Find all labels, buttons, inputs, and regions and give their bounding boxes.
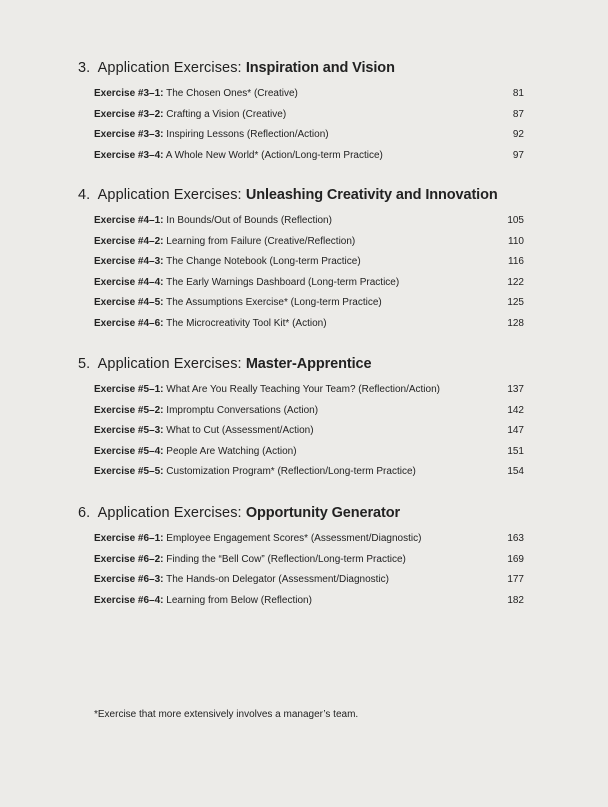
exercise-title: Inspiring Lessons (Reflection/Action) (166, 129, 329, 140)
section-prefix: Application Exercises: (97, 505, 242, 521)
exercise-code: Exercise #4–5: (94, 297, 164, 308)
section-title: Inspiration and Vision (245, 60, 395, 76)
section-3 (78, 58, 524, 166)
toc-entry (78, 146, 524, 167)
exercise-title: Learning from Failure (Creative/Reflection) (166, 235, 356, 247)
page-number: 87 (512, 108, 524, 120)
exercise-title: The Chosen Ones* (Creative) (166, 88, 298, 99)
exercise-code: Exercise #5–3: (94, 425, 164, 436)
page-number: 169 (507, 553, 524, 565)
toc-entry (78, 273, 524, 294)
toc-entry (78, 462, 524, 483)
exercise-code: Exercise #5–5: (94, 466, 164, 477)
exercise-code: Exercise #3–2: (94, 108, 164, 120)
page-number: 151 (507, 445, 524, 457)
exercise-code: Exercise #6–3: (94, 574, 164, 585)
page-number: 177 (507, 574, 524, 585)
section-title: Master-Apprentice (245, 356, 372, 372)
page-number: 81 (512, 88, 524, 99)
exercise-code: Exercise #4–2: (94, 235, 164, 247)
toc-entry (78, 550, 524, 571)
section-number: 3. (78, 60, 91, 76)
exercise-title: Finding the “Bell Cow” (Reflection/Long-term Practice) (166, 553, 406, 565)
page-number: 163 (507, 533, 524, 544)
page-number: 182 (507, 594, 524, 606)
exercise-title: The Early Warnings Dashboard (Long-term Practice) (166, 276, 400, 288)
exercise-title: In Bounds/Out of Bounds (Reflection) (166, 215, 332, 226)
exercise-title: Crafting a Vision (Creative) (166, 108, 287, 120)
section-number: 6. (78, 505, 91, 521)
page-number: 116 (508, 256, 524, 267)
exercise-code: Exercise #3–4: (94, 149, 164, 161)
exercise-code: Exercise #4–4: (94, 276, 164, 288)
toc-entry (78, 570, 524, 591)
toc-entry (78, 421, 524, 442)
section-number: 4. (78, 187, 91, 203)
toc-entry (78, 105, 524, 126)
toc-entry (78, 314, 524, 335)
exercise-title: Learning from Below (Reflection) (166, 594, 312, 606)
exercise-code: Exercise #5–2: (94, 404, 164, 416)
page-number: 122 (507, 276, 524, 288)
page-number: 97 (512, 149, 524, 161)
exercise-title: The Change Notebook (Long-term Practice) (166, 256, 361, 267)
exercise-code: Exercise #4–1: (94, 215, 164, 226)
toc-entry (78, 232, 524, 253)
toc-entry (78, 529, 524, 550)
exercise-code: Exercise #3–3: (94, 129, 164, 140)
exercise-title: Employee Engagement Scores* (Assessment/Diagnostic) (166, 533, 422, 544)
section-4 (78, 185, 524, 334)
section-title: Unleashing Creativity and Innovation (245, 187, 498, 203)
section-number: 5. (78, 356, 91, 372)
exercise-code: Exercise #5–4: (94, 445, 164, 457)
exercise-title: A Whole New World* (Action/Long-term Practice) (165, 149, 383, 161)
page-number: 125 (507, 297, 524, 308)
exercise-code: Exercise #4–3: (94, 256, 164, 267)
exercise-code: Exercise #5–1: (94, 384, 164, 395)
toc-entry (78, 293, 524, 314)
toc-entry (78, 591, 524, 612)
toc-entry (78, 125, 524, 146)
exercise-code: Exercise #6–2: (94, 553, 164, 565)
page-number: 92 (512, 129, 524, 140)
section-heading (78, 503, 524, 523)
page-number: 147 (507, 425, 524, 436)
section-prefix: Application Exercises: (97, 187, 242, 203)
section-prefix: Application Exercises: (97, 60, 242, 76)
exercise-title: What to Cut (Assessment/Action) (166, 425, 314, 436)
section-5 (78, 354, 524, 483)
exercise-title: The Microcreativity Tool Kit* (Action) (166, 317, 327, 329)
section-heading (78, 185, 524, 205)
exercise-title: Impromptu Conversations (Action) (166, 404, 319, 416)
section-heading (78, 354, 524, 374)
exercise-title: Customization Program* (Reflection/Long-term Practice) (166, 466, 416, 477)
page-number: 154 (507, 466, 524, 477)
toc-entry (78, 211, 524, 232)
section-6 (78, 503, 524, 611)
section-heading (78, 58, 524, 78)
exercise-title: What Are You Really Teaching Your Team? (Reflection/Action) (166, 384, 440, 395)
exercise-title: People Are Watching (Action) (166, 445, 297, 457)
toc-entry (78, 252, 524, 273)
page-number: 142 (507, 404, 524, 416)
exercise-code: Exercise #3–1: (94, 88, 164, 99)
exercise-code: Exercise #4–6: (94, 317, 164, 329)
footnote: *Exercise that more extensively involves a manager’s team. (94, 709, 359, 720)
section-title: Opportunity Generator (245, 505, 401, 521)
toc-entry (78, 380, 524, 401)
page-number: 105 (507, 215, 524, 226)
toc-entry (78, 442, 524, 463)
toc-entry (78, 401, 524, 422)
exercise-title: The Hands-on Delegator (Assessment/Diagnostic) (166, 574, 390, 585)
section-prefix: Application Exercises: (97, 356, 242, 372)
exercise-title: The Assumptions Exercise* (Long-term Practice) (166, 297, 382, 308)
page-number: 137 (507, 384, 524, 395)
toc-entry (78, 84, 524, 105)
exercise-code: Exercise #6–4: (94, 594, 164, 606)
exercise-code: Exercise #6–1: (94, 533, 164, 544)
page-number: 110 (508, 235, 524, 247)
page-number: 128 (507, 317, 524, 329)
